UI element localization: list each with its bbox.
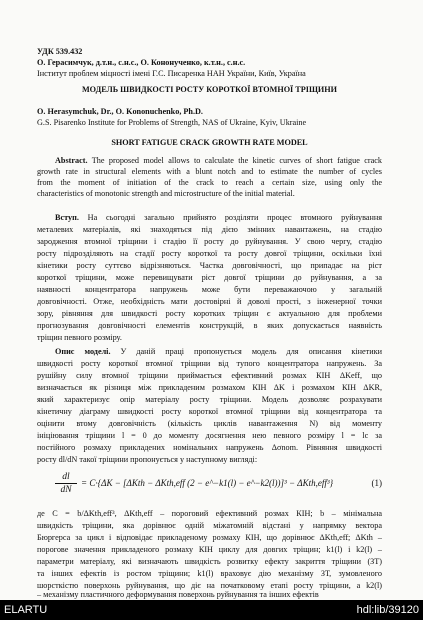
after-line: де C = b/ΔKth,eff³, ΔKth,eff – пороговий ефективний розмах КІН; b – мінімальна [37,509,382,518]
model-line: оцінити втому довговічність (кількість циклів навантаження N) від моменту [37,419,382,428]
intro-line: кінетики росту суттєво відрізняються. Частка довговічності, що припадає на ріст [37,261,382,270]
authors-en: O. Herasymchuk, Dr., O. Kononuchenko, Ph.D. [37,107,203,116]
intro-line: наявності концентратора напружень може бути переважаючою у загальній [37,285,382,294]
abstract-line: from the moment of initiation of the crack to reach a certain size, using only the [37,178,382,187]
model-line: рушійну силу втомної тріщини приймається ефективний розмах КІН ΔKeff, що [37,371,382,380]
model-line: росту dl/dN такої тріщини пропонується у наступному вигляді: [37,455,258,464]
abstract-lead: Abstract. [55,156,88,165]
after-line: порогове значення прикладеного розмаху КІН циклу для довгих тріщин; k1(l) і k2(l) – [37,545,382,554]
intro-line: росту підрозділяють на стадії росту короткої та росту довгої тріщини, оскільки їхні [37,249,382,258]
intro-line: прогнозування довговічності елементів конструкцій, в яких допускається наявність [37,321,382,330]
model-line: ініціювання тріщини l = 0 до моменту досягнення нею певного розміру l = lc за [37,431,382,440]
authors-ua: О. Герасимчук, д.т.н., с.н.с., О. Кононученко, к.т.н., с.н.с. [37,58,246,67]
title-en: SHORT FATIGUE CRACK GROWTH RATE MODEL [111,138,308,147]
footer-bar [0,600,423,620]
model-lead: Опис моделі. [55,347,111,356]
model-line: швидкості росту короткої втомної тріщини від тупого концентратора напружень. За [37,359,382,368]
intro-line: зародження втомної тріщини і стадію її росту до руйнування. У свою чергу, стадію [37,237,382,246]
title-ua: МОДЕЛЬ ШВИДКОСТІ РОСТУ КОРОТКОЇ ВТОМНОЇ ТРІЩИНИ [81,85,338,94]
after-line: та інших ефектів із ростом тріщини; k1(l) враховує дію механізму ЗТ, зумовленого [37,569,382,578]
model-line-1: Опис моделі. У даній праці пропонується модель для описання кінетики [55,347,382,356]
udk-code: УДК 539.432 [37,47,83,56]
after-line: Бюргерса за цикл і відповідає прикладеному розмаху КІН, що дорівнює ΔKth,eff; ΔKth – [37,533,382,542]
after-line: – механізму пластичного деформування поверхонь руйнування та інших ефектів [37,590,319,599]
formula-lhs-numerator: dl [62,472,70,482]
institute-ua: Інститут проблем міцності імені Г.С. Писаренка НАН України, Київ, Україна [37,69,306,78]
intro-lead: Вступ. [55,213,79,222]
intro-line: металевих матеріалів, які знаходяться під дією змінних навантажень, на стадію [37,225,382,234]
intro-line: короткої тріщини, може перевищувати ріст довгої тріщини до руйнування, а за [37,273,382,282]
after-line: шорсткістю поверхонь руйнування, що діє на початковому етапі росту тріщини, а k2(l) [37,581,382,590]
abstract-line: characteristics of monotonic strength and microstructure of the initial material. [37,189,295,198]
equation-1 [37,468,382,512]
intro-line: довговічності. Отже, необхідність мати достовірні й доволі прості, з інженерної точки [37,297,382,306]
model-line: який характеризує опір матеріалу росту тріщини. Модель дозволяє розрахувати [37,395,382,404]
footer-left-label: ELARTU [4,604,48,616]
intro-line: зору, рівняння для швидкості росту коротких тріщин є актуальною для проблеми [37,309,382,318]
after-line: параметри матеріалу, які визначають швидкість розвитку ефекту закриття тріщини (ЗТ) [37,557,382,566]
formula-rhs: = C·{ΔK − [ΔKth − ΔKth,eff (2 − e^−k1(l) − e^−k2(l))]³ − ΔKth,eff³} [81,478,334,488]
formula-lhs-denominator: dN [60,485,72,495]
intro-line-1: Вступ. На сьогодні загально прийнято розділяти процес втомного руйнування [55,213,382,222]
abstract-line: growth rate in structural elements with a blunt notch and to estimate the number of cycles [37,167,382,176]
model-line: постійного розмаху прикладених номінальних напружень Δσnom. Рівняння швидкості [37,443,382,452]
footer-handle-link[interactable]: hdl:lib/39120 [356,604,419,616]
model-line: кінетичну діаграму швидкості росту короткої втомної тріщини від концентратора та [37,407,382,416]
fraction-bar [55,483,77,484]
model-line: визначається як різниця між прикладеним розмахом КІН ΔK і розмахом КІН ΔKR, [37,383,382,392]
equation-number: (1) [371,478,382,488]
institute-en: G.S. Pisarenko Institute for Problems of Strength, NAS of Ukraine, Kyiv, Ukraine [37,118,307,127]
after-line: швидкість тріщини, яка дорівнює одній міжатомній відстані у напрямку вектора [37,521,382,530]
abstract-line-1: Abstract. The proposed model allows to calculate the kinetic curves of short fatigue crack [55,156,382,165]
intro-line: тріщин певного розміру. [37,333,122,342]
